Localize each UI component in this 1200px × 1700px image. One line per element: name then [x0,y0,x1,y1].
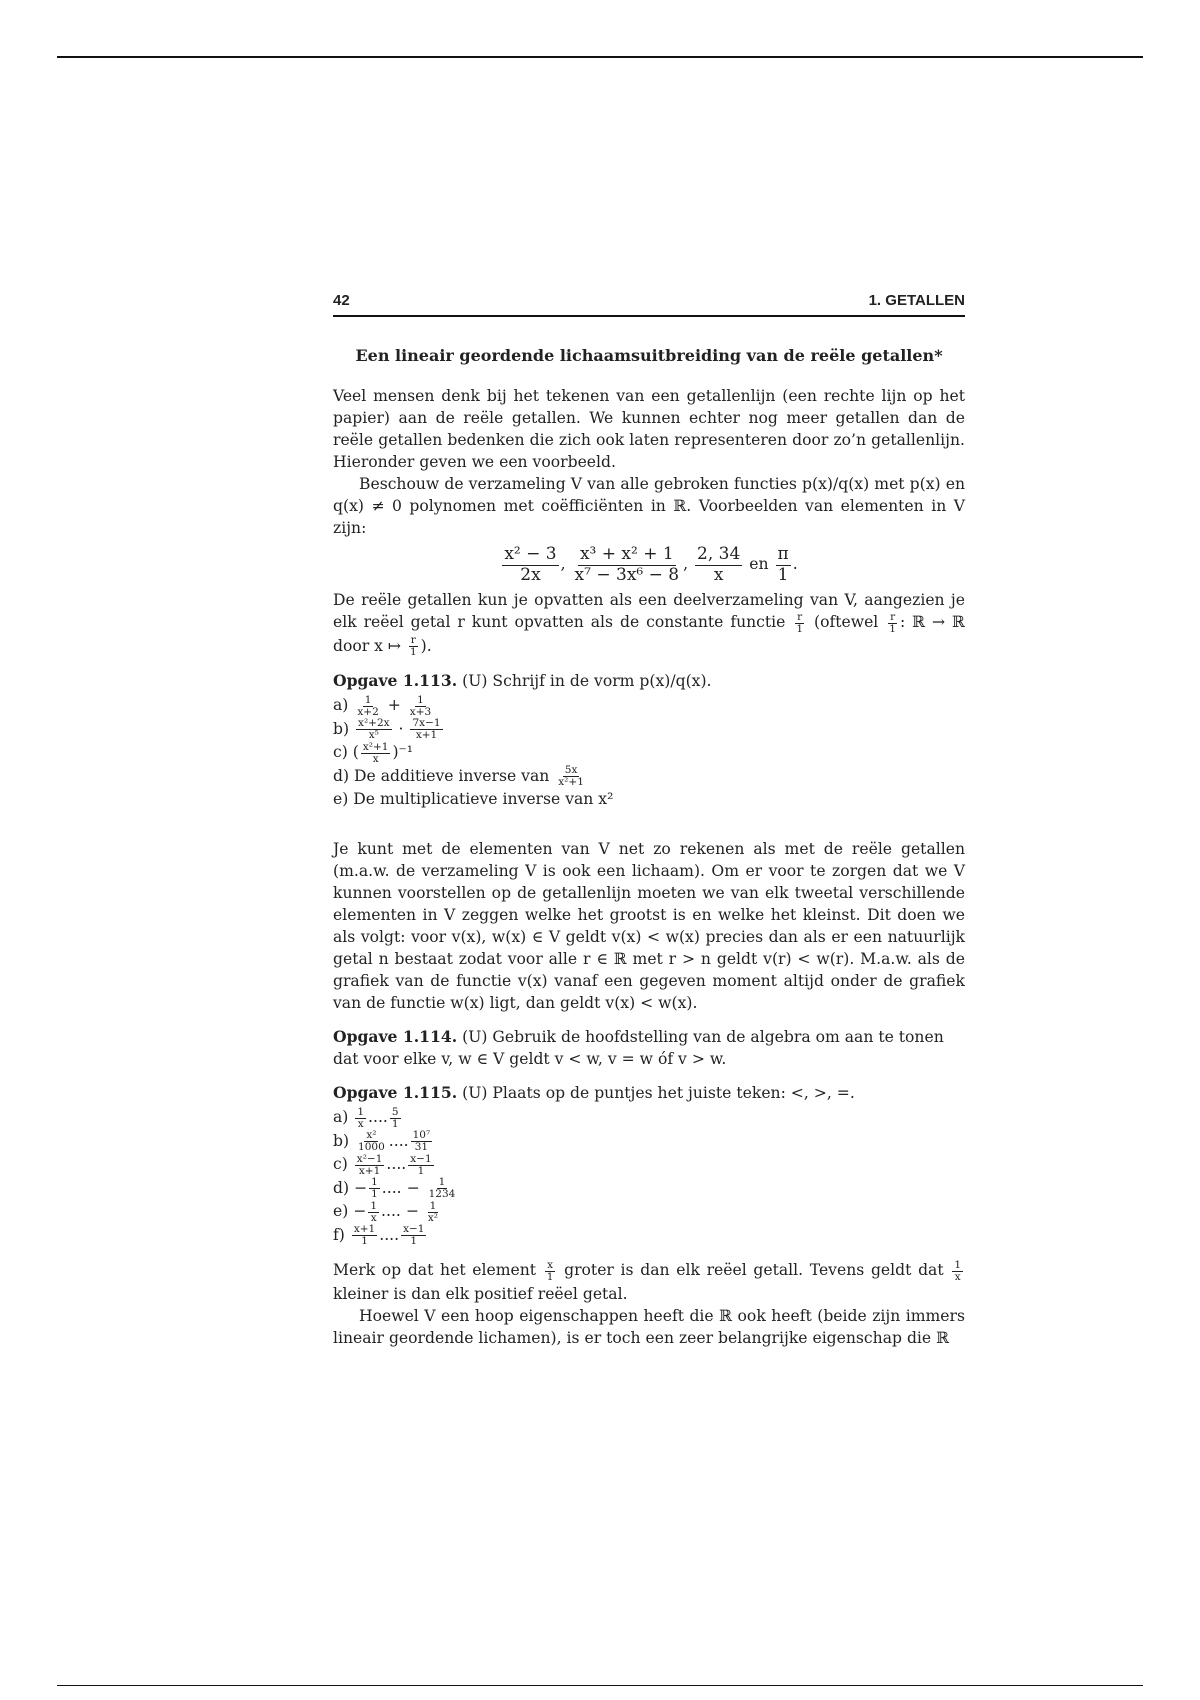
bottom-rule [57,1685,1143,1686]
paragraph-infinite-element: Merk op dat het element $\frac{x}{1}$ groter is dan elk reëel getall. Tevens geldt dat $\frac{1}{x}$ kleiner is dan elk positief reëel getal. [333,1258,961,1303]
compare-item-b: b) $\frac{\text{x²}}{1000}$ .... $\frac{\text{10⁷}}{31}$ [333,1129,431,1154]
exercise-item-c: c) ( $\frac{\text{x²+1}}{x}$ )⁻¹ [333,740,414,765]
display-fraction-1: $\frac{\text{x² − 3}}{2x}$ [504,544,557,585]
exercise-label: Opgave 1.115. [333,1083,458,1103]
paragraph-properties: Hoewel V een hoop eigenschappen heeft die ℝ ook heeft (beide zijn immers lineair geordende lichamen), is er toch een zeer belangrijke eigenschap die ℝ [333,1306,965,1347]
display-en: en [749,555,769,574]
display-fraction-4: $\frac{\pi}{1}$ [777,544,789,585]
exercise-1-115 [333,1082,965,1247]
display-fraction-3: $\frac{2, 34}{x}$ [697,544,741,585]
display-fraction-2: $\frac{\text{x³ + x² + 1}}{\text{x⁷ − 3x⁶ − 8}}$ [574,544,680,585]
exercise-1-113 [333,670,965,810]
exercise-text: (U) Schrijf in de vorm p(x)/q(x). [462,672,712,691]
exercise-label: Opgave 1.114. [333,1027,458,1047]
display-formula: $\frac{\text{x² − 3}}{2x}$ , $\frac{\text{x³ + x² + 1}}{\text{x⁷ − 3x⁶ − 8}}$ , $\frac{2, 34}{x}$ en $\frac{\pi}{1}$ . [504,544,798,585]
frac-x-over-1: $\frac{x}{1}$ [546,1258,554,1283]
page-number: 42 [333,292,350,309]
paragraph-ordering: Je kunt met de elementen van V net zo rekenen als met de reële getallen (m.a.w. de verzameling V is ook een lichaam). Om er voor te zorgen dat we V kunnen voorstellen op de getallenlijn moeten we van elk tweetal verschillende elementen in V zeggen welke het grootst is en welke het kleinst. Dit doen we als volgt: voor v(x), w(x) ∈ V geldt v(x) < w(x) precies dan als er een natuurlijk getal n bestaat zodat voor alle r ∈ ℝ met r > n geldt v(r) < w(r). M.a.w. als de grafiek van de functie v(x) vanaf een gegeven moment altijd onder de grafiek van de functie w(x) ligt, dan geldt v(x) < w(x). [333,840,965,1013]
exercise-item-a: a) $\frac{1}{x+2}$ + $\frac{1}{x+3}$ [333,693,432,718]
exercise-label: Opgave 1.113. [333,671,458,691]
compare-item-a: a) $\frac{1}{x}$ .... $\frac{5}{1}$ [333,1105,399,1130]
exercise-item-d: d) De additieve inverse van $\frac{5x}{\text{x²+1}}$ [333,764,584,789]
compare-item-d: d) − $\frac{1}{1}$ .... − $\frac{1}{1234}$ [333,1176,456,1201]
frac-1-over-x: $\frac{1}{x}$ [954,1258,961,1283]
book-page [333,290,965,1349]
compare-item-f: f) $\frac{x+1}{1}$ .... $\frac{x-1}{1}$ [333,1223,425,1248]
running-head [333,290,965,317]
exercise-text: (U) Plaats op de puntjes het juiste teken: <, >, =. [462,1084,855,1103]
frac-r-over-1-c: $\frac{r}{1}$ [409,634,417,659]
exercise-text: (U) Gebruik de hoofdstelling van de algebra om aan te tonen dat voor elke v, w ∈ V geldt v < w, v = w óf v > w. [333,1028,944,1069]
frac-r-over-1: $\frac{r}{1}$ [796,610,804,635]
exercise-1-114 [333,1026,965,1070]
chapter-title: 1. GETALLEN [868,292,965,309]
section-title: Een lineair geordende lichaamsuitbreiding van de reële getallen* [355,346,943,365]
exercise-item-e: e) De multiplicatieve inverse van x² [333,790,614,809]
paragraph-subset: De reële getallen kun je opvatten als een deelverzameling van V, aangezien je elk reëel getal r kunt opvatten als de constante functie $\frac{r}{1}$ (oftewel $\frac{r}{1}$ : ℝ → ℝ door x ↦ $\frac{r}{1}$ ). [333,591,965,659]
frac-r-over-1-b: $\frac{r}{1}$ [889,610,896,635]
exercise-item-b: b) $\frac{\text{x²+2x}}{\text{x⁵}}$ · $\frac{7x-1}{x+1}$ [333,717,441,742]
paragraph-definition: Beschouw de verzameling V van alle gebroken functies p(x)/q(x) met p(x) en q(x) ≠ 0 polynomen met coëfficiënten in ℝ. Voorbeelden van elementen in V zijn: [333,475,965,537]
paragraph-intro: Veel mensen denk bij het tekenen van een getallenlijn (een rechte lijn op het papier) aan de reële getallen. We kunnen echter nog meer getallen dan de reële getallen bedenken die zich ook laten representeren door zo’n getallenlijn. Hieronder geven we een voorbeeld. [333,387,965,471]
compare-item-e: e) − $\frac{1}{x}$ .... − $\frac{1}{\text{x²}}$ [333,1199,438,1224]
top-rule [57,56,1143,58]
compare-item-c: c) $\frac{\text{x²−1}}{x+1}$ .... $\frac{x-1}{1}$ [333,1152,432,1177]
